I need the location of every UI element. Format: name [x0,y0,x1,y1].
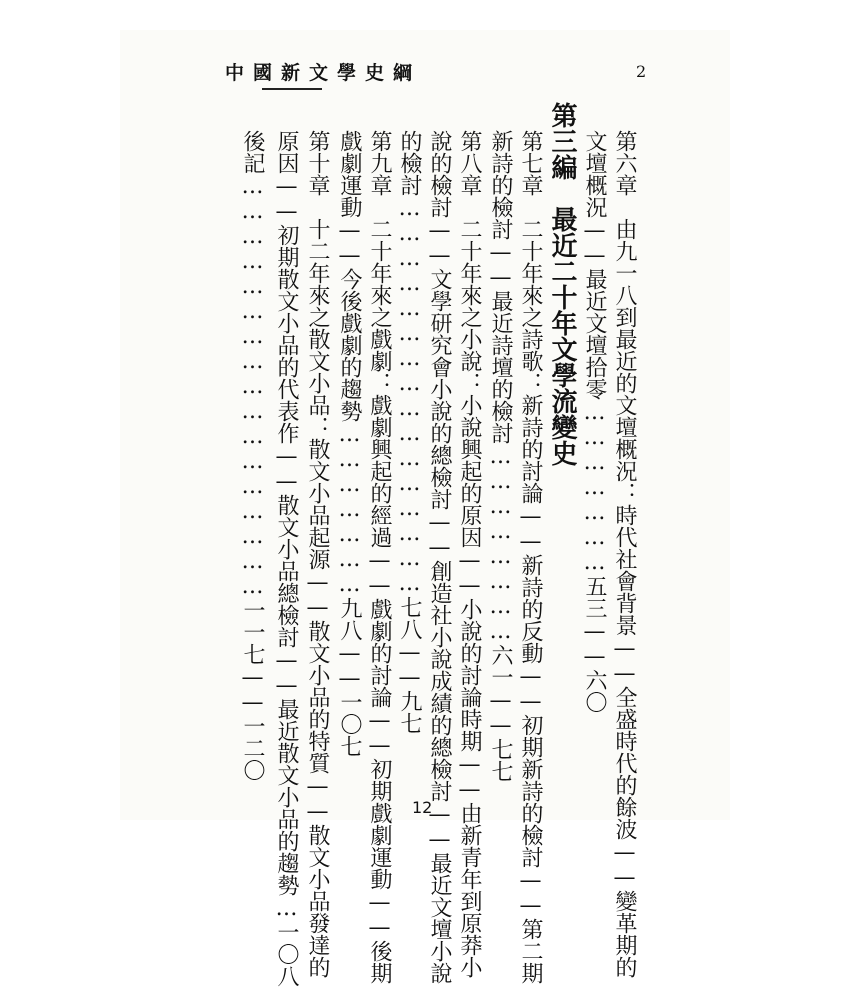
scan-folio-number: 12 [412,798,433,817]
toc-entry-chapter-8-end: 的檢討…………………………………………七八——九七 [397,130,422,734]
page-number: 2 [636,62,647,81]
toc-entry-chapter-10-cont: 原因——初期散文小品的代表作——散文小品總檢討——最近散文小品的趨勢…一〇八 [274,130,299,987]
toc-entry-chapter-6: 第六章 由九一八到最近的文壇概況：時代社會背景——全盛時代的餘波——變革期的 [612,130,637,978]
toc-entry-postscript: 後記……………………………………………一一七——一二〇 [240,130,265,781]
toc-entry-chapter-9: 第九章 二十年來之戲劇：戲劇興起的經過——戲劇的討論——初期戲劇運動——後期 [367,130,392,984]
toc-entry-chapter-10: 第十章 十二年來之散文小品：散文小品起源——散文小品的特質——散文小品發達的 [305,130,330,978]
toc-entry-chapter-7-cont: 新詩的檢討——最近詩壇的檢討……………………六一——七七 [488,130,513,782]
toc-entry-chapter-7: 第七章 二十年來之詩歌：新詩的討論——新詩的反動——初期新詩的檢討——第二期 [518,130,543,984]
part-heading: 第三編 最近二十年文學流變史 [547,102,577,466]
running-header-title: 中國新文學史綱 [225,62,422,84]
toc-entry-chapter-6-cont: 文壇概況——最近文壇拾零…………………五三——六〇 [582,130,607,713]
toc-entry-chapter-8: 第八章 二十年來之小說：小說興起的原因——小說的討論時期——由新青年到原莽小 [457,130,482,978]
header-underline [262,88,322,90]
toc-entry-chapter-8-cont: 說的檢討——文學研究會小說的總檢討——創造社小說成績的總檢討——最近文壇小說 [427,130,452,984]
toc-entry-chapter-9-cont: 戲劇運動——今後戲劇的趨勢…………………九八——一〇七 [337,130,362,757]
